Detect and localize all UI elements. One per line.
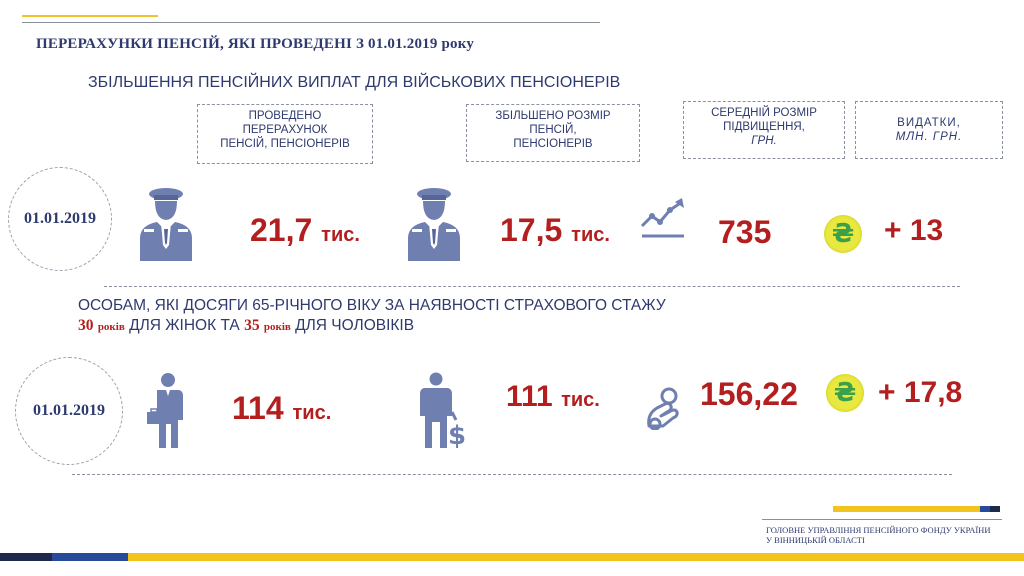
footer-accent-blue xyxy=(980,506,990,512)
header-increased-line3: ПЕНСІОНЕРІВ xyxy=(513,138,593,150)
header-recalc xyxy=(197,104,373,164)
header-expenses xyxy=(855,101,1003,159)
row2-recalc-unit: тис. xyxy=(292,402,332,424)
row1-increased-unit: тис. xyxy=(571,224,610,246)
top-accent-line xyxy=(22,15,158,17)
page-title: ПЕРЕРАХУНКИ ПЕНСІЙ, ЯКІ ПРОВЕДЕНІ З 01.01.2019 року xyxy=(36,36,475,52)
header-avg-line3: ГРН. xyxy=(751,135,777,147)
svg-text:$: $ xyxy=(447,421,467,448)
header-avg xyxy=(683,101,845,159)
row2-increased-value: 111 xyxy=(506,380,553,413)
hand-coin-icon xyxy=(645,386,687,430)
header-increased-line1: ЗБІЛЬШЕНО РОЗМІР xyxy=(495,110,611,122)
footer-organization xyxy=(766,525,990,545)
footer-org-line2: У ВІННИЦЬКІЙ ОБЛАСТІ xyxy=(766,535,865,545)
footer-bar-yellow xyxy=(128,553,1024,561)
section2-line2 xyxy=(78,316,666,337)
top-divider-line xyxy=(22,22,600,23)
footer-bar-blue xyxy=(52,553,128,561)
row2-recalc-value-block xyxy=(232,390,331,427)
header-avg-line2: ПІДВИЩЕННЯ, xyxy=(723,121,805,133)
military-officer-icon xyxy=(405,185,463,261)
row2-avg-value: 156,22 xyxy=(700,376,798,412)
header-increased-line2: ПЕНСІЙ, xyxy=(529,124,577,136)
header-avg-line1: СЕРЕДНІЙ РОЗМІР xyxy=(711,107,817,119)
row1-separator xyxy=(104,286,960,287)
footer-divider xyxy=(762,519,1002,520)
header-recalc-line2: ПЕРЕРАХУНОК xyxy=(242,124,328,136)
header-recalc-line1: ПРОВЕДЕНО xyxy=(248,110,322,122)
row1-recalc-value-block xyxy=(250,212,360,249)
years-women: 30 xyxy=(78,317,94,334)
growth-chart-icon xyxy=(638,196,686,240)
section-subtitle: ЗБІЛЬШЕННЯ ПЕНСІЙНИХ ВИПЛАТ ДЛЯ ВІЙСЬКОВИХ ПЕНСІОНЕРІВ xyxy=(88,74,621,91)
footer-org-line1: ГОЛОВНЕ УПРАВЛІННЯ ПЕНСІЙНОГО ФОНДУ УКРАЇНИ xyxy=(766,525,991,535)
row2-date: 01.01.2019 xyxy=(33,402,105,419)
section2-line1: ОСОБАМ, ЯКІ ДОСЯГИ 65-РІЧНОГО ВІКУ ЗА НАЯВНОСТІ СТРАХОВОГО СТАЖУ xyxy=(78,297,666,314)
row2-expenses-value: + 17,8 xyxy=(878,376,963,409)
military-officer-icon xyxy=(137,185,195,261)
hryvnia-coin-icon: ₴ xyxy=(824,215,862,253)
row1-increased-value-block xyxy=(500,212,610,249)
hryvnia-coin-icon: ₴ xyxy=(826,374,864,412)
years-word-1: років xyxy=(97,321,125,333)
row1-increased-value: 17,5 xyxy=(500,212,563,248)
header-recalc-line3: ПЕНСІЙ, ПЕНСІОНЕРІВ xyxy=(220,138,350,150)
header-increased xyxy=(466,104,640,162)
years-men: 35 xyxy=(244,317,260,334)
text-men: ДЛЯ ЧОЛОВІКІВ xyxy=(295,317,415,334)
row1-avg-value: 735 xyxy=(718,214,772,250)
footer-bar-navy xyxy=(0,553,52,561)
header-expenses-line1: ВИДАТКИ, xyxy=(897,117,961,129)
header-expenses-line2: МЛН. ГРН. xyxy=(895,131,963,143)
row2-increased-value-block xyxy=(506,380,600,414)
row2-recalc-value: 114 xyxy=(232,390,284,426)
businessman-icon xyxy=(145,372,187,448)
footer-accent-yellow xyxy=(833,506,980,512)
years-word-2: років xyxy=(263,321,291,333)
row1-date-circle xyxy=(8,167,112,271)
row1-date: 01.01.2019 xyxy=(24,210,96,227)
row1-expenses-value: + 13 xyxy=(884,214,944,247)
row2-increased-unit: тис. xyxy=(561,389,600,411)
row2-separator xyxy=(72,474,952,475)
row2-date-circle xyxy=(15,357,123,465)
section2-description xyxy=(78,296,666,337)
row1-recalc-unit: тис. xyxy=(321,224,360,246)
footer-accent-navy xyxy=(990,506,1000,512)
text-women: ДЛЯ ЖІНОК ТА xyxy=(129,317,240,334)
man-with-money-icon xyxy=(420,372,470,448)
row1-recalc-value: 21,7 xyxy=(250,212,313,248)
